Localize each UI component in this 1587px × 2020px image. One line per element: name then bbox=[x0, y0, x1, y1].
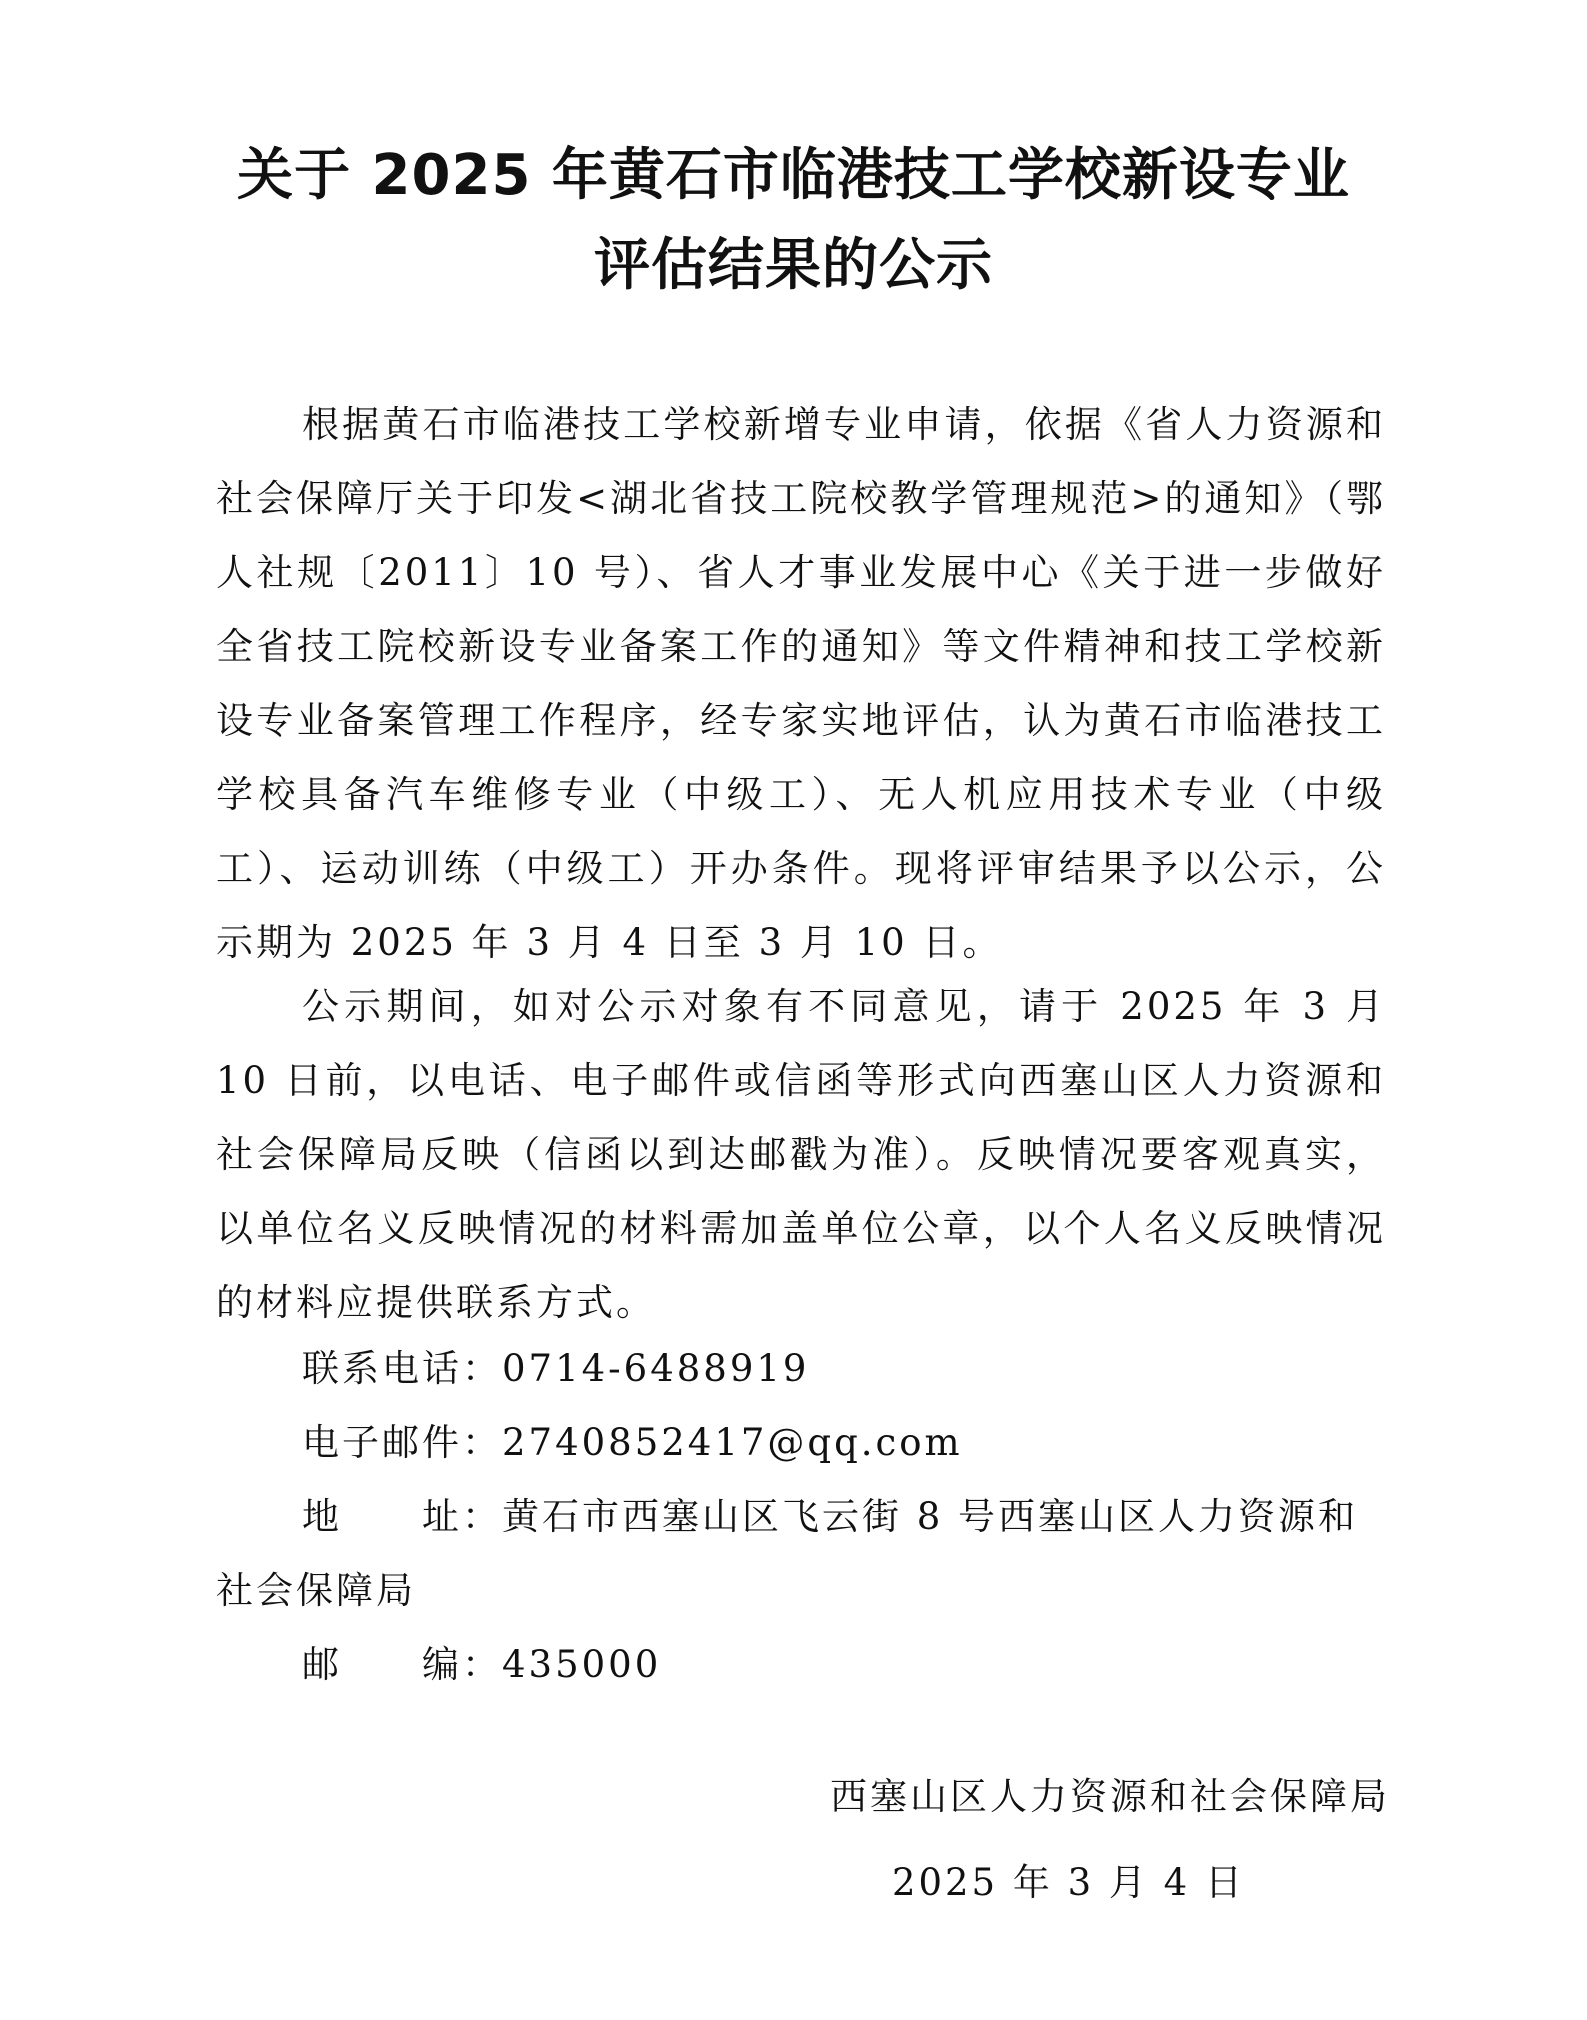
contact-address-value: 黄石市西塞山区飞云街 8 号西塞山区人力资源和社会保障局 bbox=[216, 1495, 1359, 1612]
contact-zip-value: 435000 bbox=[502, 1643, 662, 1686]
contact-phone-value: 0714-6488919 bbox=[502, 1347, 810, 1390]
contact-zip-label: 邮 编： bbox=[302, 1643, 502, 1686]
contact-email-value: 2740852417@qq.com bbox=[502, 1421, 963, 1464]
body-paragraph-2: 公示期间，如对公示对象有不同意见，请于 2025 年 3 月 10 日前，以电话、电子邮件或信函等形式向西塞山区人力资源和社会保障局反映（信函以到达邮戳为准）。反映情况要客观真实，以单位名义反映情况的材料需加盖单位公章，以个人名义反映情况的材料应提供联系方式。 bbox=[216, 985, 1386, 1324]
body-paragraph-1: 根据黄石市临港技工学校新增专业申请，依据《省人力资源和社会保障厅关于印发<湖北省技工院校教学管理规范>的通知》（鄂人社规〔2011〕10 号）、省人才事业发展中心《关于进一步做好全省技工院校新设专业备案工作的通知》等文件精神和技工学校新设专业备案管理工作程序，经专家实地评估，认为黄石市临港技工学校具备汽车维修专业（中级工）、无人机应用技术专业（中级工）、运动训练（中级工）开办条件。现将评审结果予以公示，公示期为 2025 年 3 月 4 日至 3 月 10 日。 bbox=[216, 403, 1386, 964]
document-title-line2: 评估结果的公示 bbox=[594, 233, 993, 298]
contact-zip-row bbox=[216, 1628, 1386, 1702]
contact-email-label: 电子邮件： bbox=[302, 1421, 502, 1464]
document-title-line1: 关于 2025 年黄石市临港技工学校新设专业 bbox=[237, 143, 1350, 208]
contact-address-label: 地 址： bbox=[302, 1495, 502, 1538]
signature-date: 2025 年 3 月 4 日 bbox=[891, 1861, 1245, 1904]
contact-phone-row bbox=[216, 1332, 1386, 1406]
contact-phone-label: 联系电话： bbox=[302, 1347, 502, 1390]
contact-email-row bbox=[216, 1406, 1386, 1480]
signature-organization: 西塞山区人力资源和社会保障局 bbox=[830, 1775, 1390, 1818]
contact-address-row bbox=[216, 1480, 1386, 1628]
